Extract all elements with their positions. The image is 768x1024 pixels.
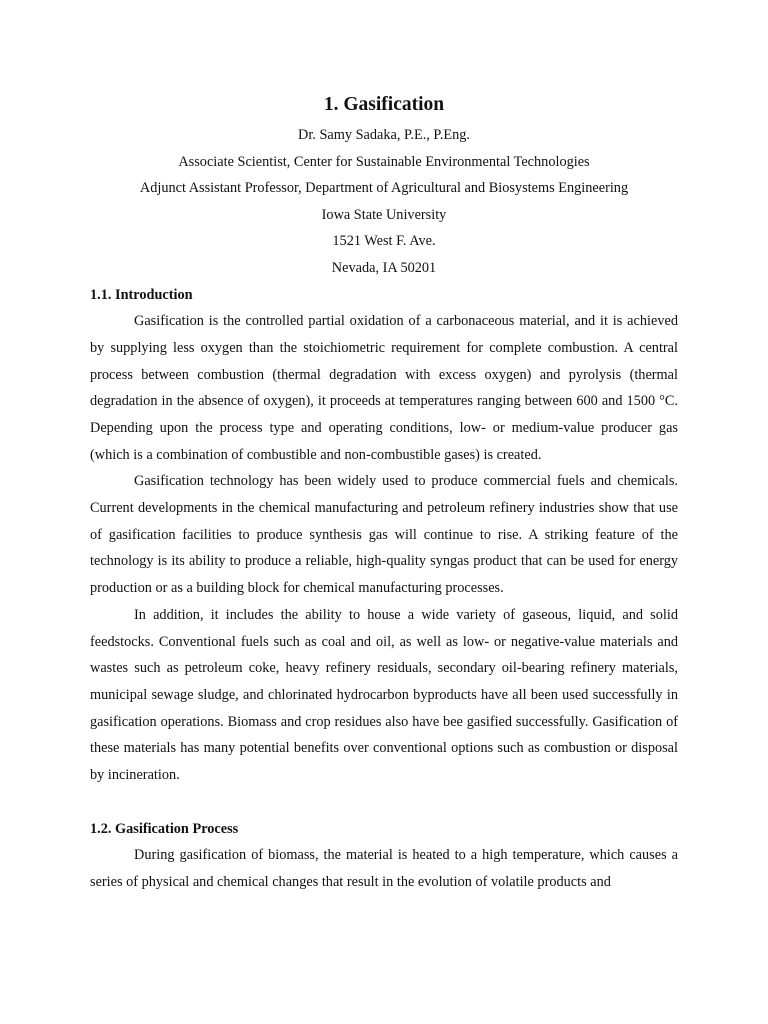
paragraph-introduction-2: Gasification technology has been widely used to produce commercial fuels and chemicals. Current developments in the chemical manufacturing and petroleum refinery industries show that use of gasification facilities to produce synthesis gas will continue to rise. A striking feature of the technology is its ability to produce a reliable, high-quality syngas product that can be used for energy production or as a building block for chemical manufacturing processes. [90,473,678,597]
author-affiliation-block [90,122,678,282]
section-heading-gasification-process: 1.2. Gasification Process [90,820,239,837]
section-introduction [90,282,678,789]
author-affiliation-2: Adjunct Assistant Professor, Department of Agricultural and Biosystems Engineering [139,180,629,197]
document-title: 1. Gasification [323,94,445,115]
document-page [90,88,678,896]
paragraph-introduction-3: In addition, it includes the ability to house a wide variety of gaseous, liquid, and solid feedstocks. Conventional fuels such as coal and oil, as well as low- or negative-value materials and wastes such as petroleum coke, heavy refinery residuals, secondary oil-bearing refinery materials, municipal sewage sludge, and chlorinated hydrocarbon byproducts have all been used successfully in gasification operations. Biomass and crop residues also have bee gasified successfully. Gasification of these materials has many potential benefits over conventional options such as combustion or disposal by incineration. [90,606,678,784]
section-spacer [90,789,678,816]
author-city-state-zip: Nevada, IA 50201 [331,259,437,276]
author-name: Dr. Samy Sadaka, P.E., P.Eng. [298,127,470,143]
author-institution: Iowa State University [321,206,447,223]
section-gasification-process [90,816,678,896]
paragraph-introduction-1: Gasification is the controlled partial oxidation of a carbonaceous material, and it is achieved by supplying less oxygen than the stoichiometric requirement for complete combustion. A central process between combustion (thermal degradation with excess oxygen) and pyrolysis (thermal degradation in the absence of oxygen), it proceeds at temperatures ranging between 600 and 1500 °C. Depending upon the process type and operating conditions, low- or medium-value producer gas (which is a combination of combustible and non-combustible gases) is created. [90,313,678,463]
author-affiliation-1: Associate Scientist, Center for Sustainable Environmental Technologies [178,153,590,170]
section-heading-introduction: 1.1. Introduction [90,286,193,303]
paragraph-gasification-process-1: During gasification of biomass, the material is heated to a high temperature, which causes a series of physical and chemical changes that result in the evolution of volatile products and [90,847,678,891]
author-street-address: 1521 West F. Ave. [332,233,436,250]
